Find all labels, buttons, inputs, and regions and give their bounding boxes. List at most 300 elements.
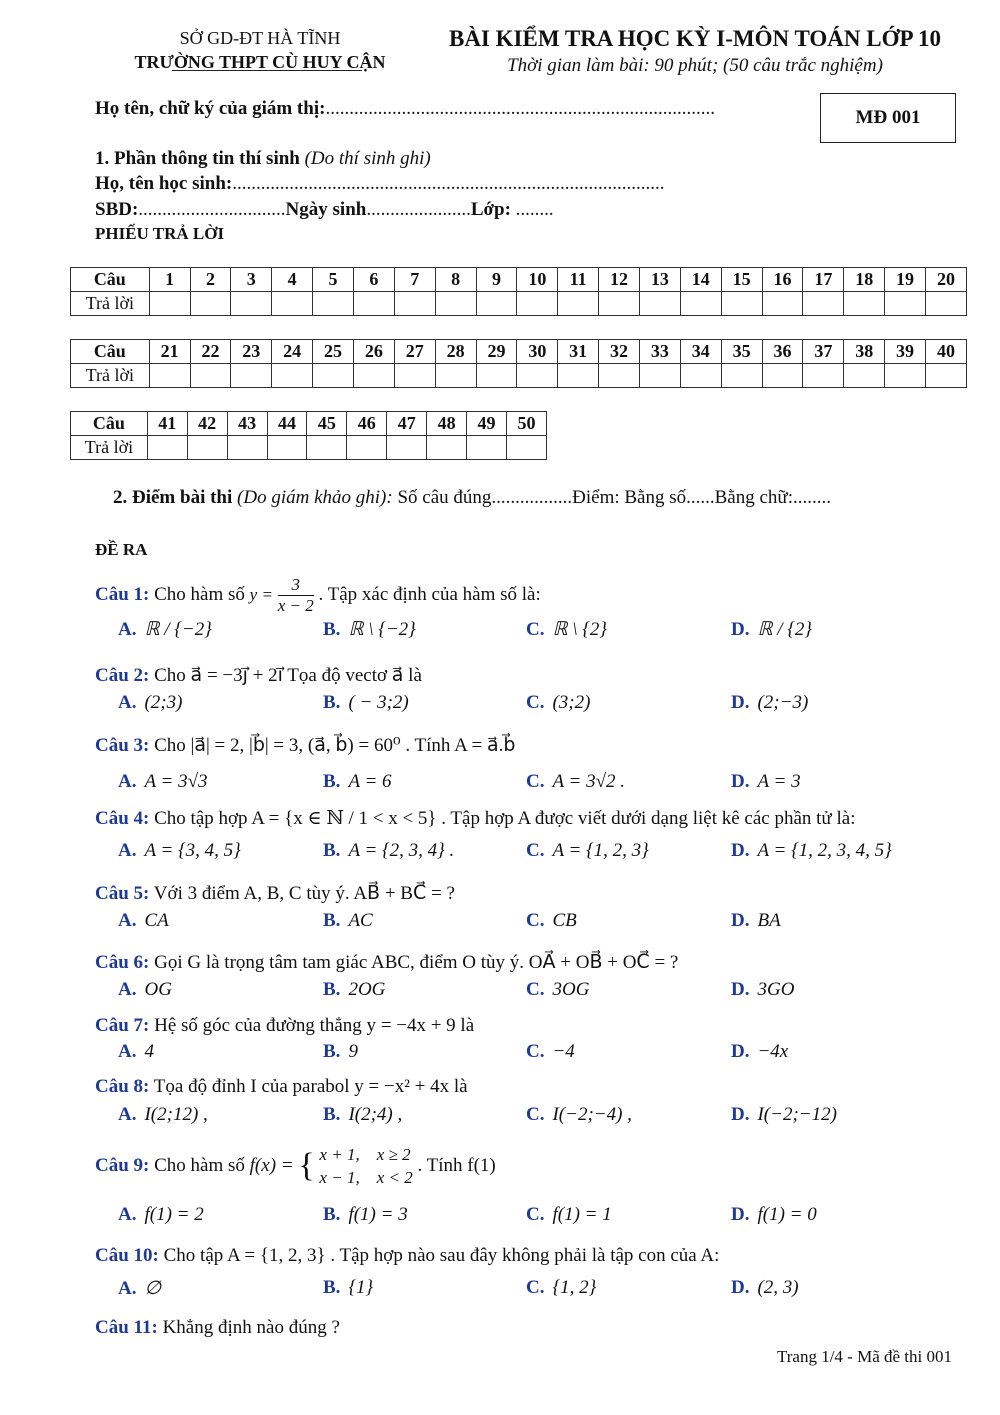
- option-c: [526, 1041, 575, 1063]
- answer-cell[interactable]: [599, 364, 640, 388]
- option-value: (2;3): [144, 692, 183, 713]
- question-text: Hệ số góc của đường thẳng y = −4x + 9 là: [154, 1015, 475, 1036]
- answer-cell[interactable]: [149, 364, 190, 388]
- question-text-post: . Tính f(1): [417, 1155, 496, 1176]
- option-letter: B.: [323, 910, 341, 931]
- option-a: [118, 979, 187, 1001]
- answer-cell[interactable]: [844, 364, 885, 388]
- option-value: OG⃗: [144, 979, 187, 1000]
- option-value: {1, 2}: [552, 1277, 597, 1298]
- table-col-label: Câu: [71, 412, 148, 436]
- option-b: [323, 1204, 408, 1226]
- question-5: [95, 881, 455, 907]
- question-number-cell: 40: [925, 340, 966, 364]
- option-letter: C.: [526, 692, 545, 713]
- option-value: A = 3√2 .: [552, 771, 625, 792]
- question-number-cell: 22: [190, 340, 231, 364]
- question-number-cell: 15: [721, 268, 762, 292]
- option-letter: D.: [731, 840, 750, 861]
- option-d: [731, 910, 795, 932]
- answer-cell[interactable]: [925, 364, 966, 388]
- question-number-cell: 30: [517, 340, 558, 364]
- fraction-numerator: 3: [278, 575, 314, 596]
- answer-cell[interactable]: [190, 292, 231, 316]
- answer-cell[interactable]: [803, 364, 844, 388]
- student-name-label: Họ, tên học sinh:: [95, 173, 233, 194]
- case-2: x − 1, x < 2: [319, 1168, 413, 1187]
- question-2: [95, 663, 422, 689]
- option-d: [731, 979, 809, 1001]
- question-number: Câu 10:: [95, 1245, 159, 1266]
- option-value: 4: [144, 1041, 154, 1062]
- answer-cell[interactable]: [231, 364, 272, 388]
- question-number: Câu 11:: [95, 1317, 158, 1338]
- table-col-label: Câu: [71, 340, 150, 364]
- question-number: Câu 2:: [95, 665, 150, 686]
- question-text: Cho tập hợp A = {x ∈ ℕ / 1 < x < 5} . Tập hợp A được viết dưới dạng liệt kê các phần tử là:: [154, 808, 856, 829]
- question-number: Câu 6:: [95, 952, 150, 973]
- option-c: [526, 618, 607, 641]
- question-number-cell: 11: [558, 268, 599, 292]
- question-4: [95, 806, 855, 832]
- section2-text: Số câu đúng.................Điểm: Bằng số......Bằng chữ:........: [392, 487, 831, 508]
- option-d: [731, 1277, 799, 1299]
- question-number-cell: 14: [680, 268, 721, 292]
- options-q4: [0, 840, 1000, 868]
- question-11: [95, 1315, 340, 1341]
- option-letter: B.: [323, 771, 341, 792]
- question-number-cell: 13: [639, 268, 680, 292]
- option-b: [323, 771, 392, 793]
- question-number-cell: 8: [435, 268, 476, 292]
- option-d: [731, 1104, 837, 1126]
- sbd-label: SBD:: [95, 199, 139, 220]
- option-value: I(2;4) ,: [348, 1104, 403, 1125]
- option-letter: D.: [731, 979, 750, 1000]
- option-letter: C.: [526, 619, 545, 640]
- question-number-cell: 32: [599, 340, 640, 364]
- header-right: [430, 24, 960, 78]
- option-letter: D.: [731, 619, 750, 640]
- question-number: Câu 1:: [95, 583, 150, 605]
- option-value: −4: [552, 1041, 575, 1062]
- option-letter: C.: [526, 910, 545, 931]
- table-row-label: Trả lời: [71, 436, 148, 460]
- piecewise-cases: [319, 1143, 412, 1189]
- question-1: [95, 575, 541, 616]
- math-y: y =: [249, 584, 273, 604]
- answer-cell[interactable]: [307, 436, 347, 460]
- section1-title: 1. Phần thông tin thí sinh: [95, 148, 300, 169]
- question-8: [95, 1074, 468, 1100]
- question-number: Câu 3:: [95, 735, 150, 756]
- question-number-cell: 4: [272, 268, 313, 292]
- question-text: Cho hàm số: [154, 1155, 245, 1176]
- answer-cell[interactable]: [347, 436, 387, 460]
- answer-cell[interactable]: [803, 292, 844, 316]
- answer-cell[interactable]: [558, 364, 599, 388]
- section2-line: [113, 485, 831, 511]
- option-value: BA⃗: [757, 910, 796, 931]
- answer-cell[interactable]: [394, 292, 435, 316]
- question-number-cell: 41: [147, 412, 187, 436]
- option-letter: A.: [118, 1041, 137, 1062]
- question-number-cell: 3: [231, 268, 272, 292]
- option-c: [526, 1104, 632, 1126]
- options-q7: [0, 1041, 1000, 1069]
- question-number-cell: 49: [467, 412, 507, 436]
- answer-cell[interactable]: [187, 436, 227, 460]
- answer-cell[interactable]: [227, 436, 267, 460]
- answer-table-3: [70, 411, 547, 460]
- question-number-cell: 7: [394, 268, 435, 292]
- option-letter: C.: [526, 1277, 545, 1298]
- answer-cell[interactable]: [190, 364, 231, 388]
- question-number-cell: 2: [190, 268, 231, 292]
- answer-cell[interactable]: [925, 292, 966, 316]
- option-value: 2OG⃗: [348, 979, 401, 1000]
- de-ra-heading-line: [95, 537, 147, 563]
- option-letter: B.: [323, 979, 341, 1000]
- option-letter: C.: [526, 840, 545, 861]
- answer-cell[interactable]: [435, 292, 476, 316]
- question-text: Cho |a⃗| = 2, |b⃗| = 3, (a⃗, b⃗) = 60⁰ . Tính A = a⃗.b⃗: [154, 735, 516, 756]
- option-d: [731, 1041, 788, 1063]
- question-number-cell: 47: [387, 412, 427, 436]
- dob-dots: ......................: [366, 199, 471, 220]
- answer-cell[interactable]: [272, 364, 313, 388]
- question-number-cell: 31: [558, 340, 599, 364]
- question-number-cell: 16: [762, 268, 803, 292]
- question-number-cell: 10: [517, 268, 558, 292]
- option-c: [526, 1204, 612, 1226]
- answer-cell[interactable]: [639, 292, 680, 316]
- option-value: 3GO⃗: [757, 979, 810, 1000]
- table-row-label: Trả lời: [71, 364, 150, 388]
- class-label: Lớp:: [470, 199, 511, 220]
- question-number-cell: 37: [803, 340, 844, 364]
- answer-cell[interactable]: [517, 292, 558, 316]
- question-number-cell: 18: [844, 268, 885, 292]
- option-value: ℝ \ {2}: [552, 619, 608, 640]
- option-a: [118, 1277, 161, 1300]
- answer-sheet-heading-line: [95, 221, 224, 247]
- option-letter: D.: [731, 1041, 750, 1062]
- question-number-cell: 43: [227, 412, 267, 436]
- option-value: A = 3√3: [144, 771, 208, 792]
- header-left: [100, 26, 420, 74]
- option-value: I(−2;−12): [757, 1104, 837, 1125]
- question-number-cell: 26: [353, 340, 394, 364]
- option-b: [323, 840, 454, 862]
- question-number: Câu 9:: [95, 1155, 150, 1176]
- answer-sheet-heading: PHIẾU TRẢ LỜI: [95, 224, 225, 243]
- section2-note: (Do giám khảo ghi):: [237, 487, 393, 508]
- question-3: [95, 733, 515, 759]
- answer-table-2: [70, 339, 967, 388]
- answer-cell[interactable]: [427, 436, 467, 460]
- option-value: CA⃗: [144, 910, 184, 931]
- option-value: f(1) = 0: [757, 1204, 817, 1225]
- question-number-cell: 50: [506, 412, 546, 436]
- option-letter: A.: [118, 619, 137, 640]
- option-c: [526, 840, 649, 862]
- answer-table-1: [70, 267, 967, 316]
- option-letter: C.: [526, 1104, 545, 1125]
- answer-cell[interactable]: [762, 292, 803, 316]
- option-letter: A.: [118, 692, 137, 713]
- answer-cell[interactable]: [721, 292, 762, 316]
- brace-icon: {: [298, 1147, 315, 1184]
- option-c: [526, 692, 590, 714]
- question-number-cell: 21: [149, 340, 190, 364]
- options-q1: [0, 618, 1000, 646]
- fraction-denominator: x − 2: [277, 596, 314, 615]
- option-a: [118, 692, 182, 714]
- option-c: [526, 910, 592, 932]
- case-1: x + 1, x ≥ 2: [319, 1145, 411, 1164]
- question-text: Với 3 điểm A, B, C tùy ý. AB⃗ + BC⃗ = ?: [153, 883, 455, 904]
- answer-cell[interactable]: [435, 364, 476, 388]
- answer-cell[interactable]: [721, 364, 762, 388]
- option-value: A = {3, 4, 5}: [144, 840, 241, 861]
- question-number-cell: 1: [149, 268, 190, 292]
- answer-cell[interactable]: [844, 292, 885, 316]
- option-d: [731, 771, 801, 793]
- question-text: Khẳng định nào đúng ?: [162, 1317, 340, 1338]
- question-number-cell: 6: [353, 268, 394, 292]
- option-value: −4x: [757, 1041, 789, 1062]
- option-letter: A.: [118, 1204, 137, 1225]
- option-d: [731, 1204, 817, 1226]
- answer-cell[interactable]: [639, 364, 680, 388]
- options-q6: [0, 979, 1000, 1007]
- question-text-post: . Tập xác định của hàm số là:: [318, 583, 541, 605]
- option-b: [323, 910, 388, 932]
- question-number-cell: 23: [231, 340, 272, 364]
- proctor-label: Họ tên, chữ ký của giám thị:: [95, 98, 326, 119]
- option-letter: A.: [118, 979, 137, 1000]
- question-number-cell: 20: [925, 268, 966, 292]
- options-q9: [0, 1204, 1000, 1232]
- exam-title: BÀI KIỂM TRA HỌC KỲ I-MÔN TOÁN LỚP 10: [448, 26, 941, 51]
- options-q3: [0, 771, 1000, 799]
- question-7: [95, 1013, 474, 1039]
- proctor-line: [95, 96, 715, 122]
- option-letter: B.: [323, 1204, 341, 1225]
- question-number-cell: 38: [844, 340, 885, 364]
- proctor-dots: ..................................................................................: [325, 98, 715, 119]
- option-letter: B.: [323, 619, 341, 640]
- student-name-dots: ...........................................................................................: [232, 173, 665, 194]
- answer-cell[interactable]: [353, 364, 394, 388]
- answer-cell[interactable]: [149, 292, 190, 316]
- option-a: [118, 618, 212, 641]
- dob-label: Ngày sinh: [285, 199, 367, 220]
- option-value: I(−2;−4) ,: [552, 1104, 632, 1125]
- page-footer: Trang 1/4 - Mã đề thi 001: [776, 1347, 952, 1366]
- exam-code-box: MĐ 001: [820, 93, 956, 143]
- option-b: [323, 1041, 358, 1063]
- question-number-cell: 45: [307, 412, 347, 436]
- option-value: CB⃗: [552, 910, 592, 931]
- option-letter: A.: [118, 771, 137, 792]
- student-name-line: [95, 171, 665, 197]
- school-underline: [172, 70, 362, 71]
- option-value: 9: [348, 1041, 358, 1062]
- option-value: ( − 3;2): [348, 692, 409, 713]
- answer-cell[interactable]: [762, 364, 803, 388]
- question-text: Gọi G là trọng tâm tam giác ABC, điểm O tùy ý. OA⃗ + OB⃗ + OC⃗ = ?: [154, 952, 679, 973]
- option-value: f(1) = 3: [348, 1204, 408, 1225]
- school-name: TRƯỜNG THPT CÙ HUY CẬN: [134, 52, 386, 72]
- table-col-label: Câu: [71, 268, 150, 292]
- option-value: AC⃗: [348, 910, 388, 931]
- option-letter: A.: [118, 1278, 137, 1299]
- table-row-label: Trả lời: [71, 292, 150, 316]
- answer-cell[interactable]: [313, 292, 354, 316]
- question-number-cell: 5: [313, 268, 354, 292]
- answer-cell[interactable]: [476, 292, 517, 316]
- answer-cell[interactable]: [885, 364, 926, 388]
- option-value: (2;−3): [757, 692, 809, 713]
- option-value: ∅: [144, 1278, 162, 1299]
- answer-cell[interactable]: [147, 436, 187, 460]
- answer-cell[interactable]: [467, 436, 507, 460]
- answer-cell[interactable]: [506, 436, 546, 460]
- option-a: [118, 910, 184, 932]
- question-number-cell: 34: [680, 340, 721, 364]
- answer-cell[interactable]: [387, 436, 427, 460]
- de-ra-heading: ĐỀ RA: [95, 540, 148, 559]
- answer-cell[interactable]: [885, 292, 926, 316]
- option-c: [526, 771, 625, 793]
- option-letter: B.: [323, 1277, 341, 1298]
- option-letter: A.: [118, 910, 137, 931]
- answer-cell[interactable]: [599, 292, 640, 316]
- section2-title: 2. Điểm bài thi: [113, 487, 233, 508]
- question-text: Tọa độ đỉnh I của parabol y = −x² + 4x là: [153, 1076, 468, 1097]
- question-number-cell: 27: [394, 340, 435, 364]
- question-number-cell: 19: [885, 268, 926, 292]
- question-number-cell: 36: [762, 340, 803, 364]
- answer-cell[interactable]: [476, 364, 517, 388]
- answer-cell[interactable]: [558, 292, 599, 316]
- question-10: [95, 1243, 719, 1269]
- option-value: f(1) = 1: [552, 1204, 612, 1225]
- option-a: [118, 840, 241, 862]
- question-number-cell: 9: [476, 268, 517, 292]
- question-number-cell: 42: [187, 412, 227, 436]
- option-a: [118, 1104, 208, 1126]
- answer-cell[interactable]: [231, 292, 272, 316]
- option-d: [731, 840, 892, 862]
- option-letter: B.: [323, 692, 341, 713]
- answer-cell[interactable]: [394, 364, 435, 388]
- option-b: [323, 1104, 402, 1126]
- option-letter: B.: [323, 1104, 341, 1125]
- question-6: [95, 950, 678, 976]
- option-b: [323, 692, 409, 714]
- answer-cell[interactable]: [313, 364, 354, 388]
- answer-cell[interactable]: [267, 436, 307, 460]
- option-value: (2, 3): [757, 1277, 799, 1298]
- option-letter: D.: [731, 771, 750, 792]
- option-value: A = 3: [757, 771, 801, 792]
- option-letter: D.: [731, 910, 750, 931]
- option-b: [323, 1277, 373, 1299]
- option-value: A = 6: [348, 771, 392, 792]
- options-q5: [0, 910, 1000, 938]
- option-a: [118, 771, 208, 793]
- question-number: Câu 8:: [95, 1076, 150, 1097]
- option-value: A = {1, 2, 3, 4, 5}: [757, 840, 892, 861]
- option-d: [731, 692, 808, 714]
- option-value: f(1) = 2: [144, 1204, 204, 1225]
- option-b: [323, 979, 400, 1001]
- question-number: Câu 4:: [95, 808, 150, 829]
- question-number-cell: 17: [803, 268, 844, 292]
- question-number-cell: 46: [347, 412, 387, 436]
- option-a: [118, 1041, 154, 1063]
- math-fx: f(x) =: [249, 1155, 294, 1176]
- exam-subtitle: Thời gian làm bài: 90 phút; (50 câu trắc nghiệm): [507, 55, 883, 76]
- option-value: ℝ / {−2}: [144, 619, 212, 640]
- option-letter: D.: [731, 1104, 750, 1125]
- question-number-cell: 25: [313, 340, 354, 364]
- option-letter: A.: [118, 840, 137, 861]
- question-text: Cho hàm số: [154, 583, 245, 605]
- option-value: (3;2): [552, 692, 591, 713]
- options-q10: [0, 1277, 1000, 1305]
- question-number: Câu 5:: [95, 883, 150, 904]
- question-number-cell: 24: [272, 340, 313, 364]
- question-number-cell: 29: [476, 340, 517, 364]
- question-number-cell: 12: [599, 268, 640, 292]
- option-value: I(2;12) ,: [144, 1104, 208, 1125]
- option-value: A = {2, 3, 4} .: [348, 840, 455, 861]
- option-letter: D.: [731, 692, 750, 713]
- fraction: [278, 575, 314, 616]
- sbd-dots: ...............................: [138, 199, 286, 220]
- option-b: [323, 618, 416, 641]
- question-text: Cho tập A = {1, 2, 3} . Tập hợp nào sau đây không phải là tập con của A:: [163, 1245, 720, 1266]
- question-text: Cho a⃗ = −3j⃗ + 2i⃗ Tọa độ vectơ a⃗ là: [154, 665, 422, 686]
- answer-cell[interactable]: [680, 364, 721, 388]
- section1-title-line: [95, 146, 431, 172]
- option-letter: B.: [323, 1041, 341, 1062]
- sbd-line: [95, 197, 554, 223]
- option-letter: A.: [118, 1104, 137, 1125]
- question-number: Câu 7:: [95, 1015, 150, 1036]
- option-c: [526, 979, 604, 1001]
- answer-cell[interactable]: [517, 364, 558, 388]
- option-value: A = {1, 2, 3}: [552, 840, 649, 861]
- section1-note: (Do thí sinh ghi): [304, 148, 431, 169]
- option-value: 3OG⃗: [552, 979, 605, 1000]
- answer-cell[interactable]: [353, 292, 394, 316]
- option-a: [118, 1204, 204, 1226]
- answer-cell[interactable]: [272, 292, 313, 316]
- option-c: [526, 1277, 596, 1299]
- answer-cell[interactable]: [680, 292, 721, 316]
- option-letter: C.: [526, 771, 545, 792]
- options-q8: [0, 1104, 1000, 1132]
- question-9: [95, 1143, 496, 1195]
- question-number-cell: 44: [267, 412, 307, 436]
- option-value: {1}: [348, 1277, 374, 1298]
- class-dots: ........: [510, 199, 554, 220]
